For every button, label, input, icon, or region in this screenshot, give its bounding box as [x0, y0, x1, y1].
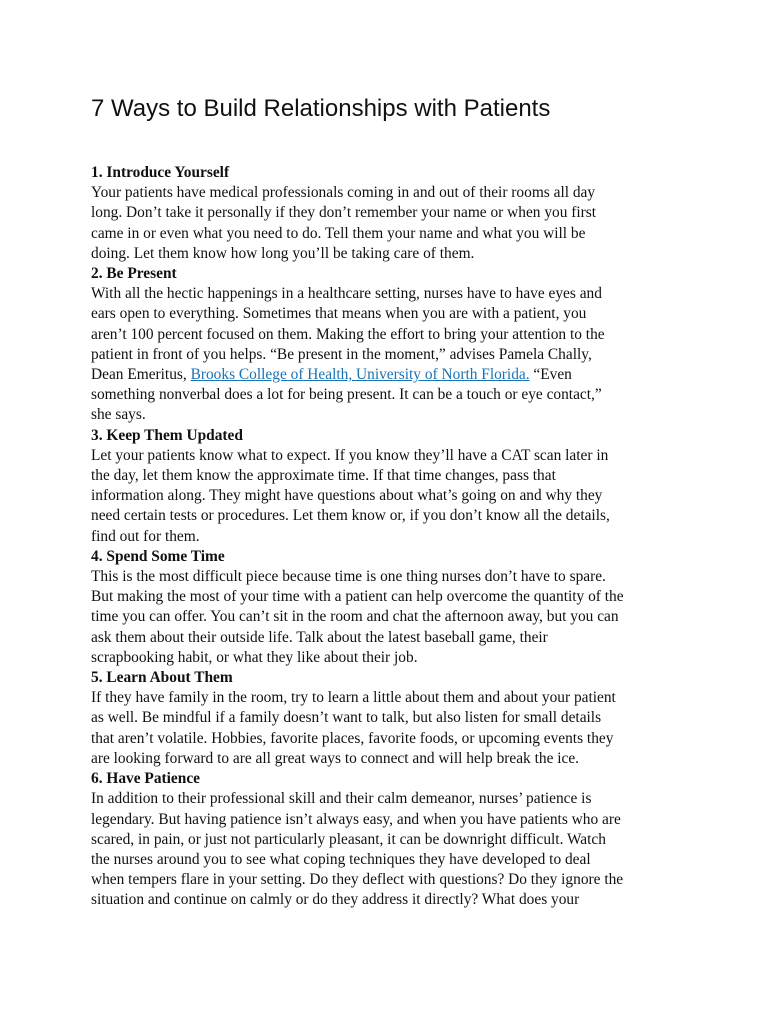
section-learn-about-them — [91, 668, 691, 769]
text-line: when tempers flare in your setting. Do they deflect with questions? Do they ignore the — [91, 871, 624, 889]
text-line: situation and continue on calmly or do they address it directly? What does your — [91, 891, 580, 909]
section-body — [91, 789, 691, 910]
text-line: information along. They might have questions about what’s going on and why they — [91, 487, 603, 505]
text-line: need certain tests or procedures. Let them know or, if you don’t know all the details, — [91, 507, 610, 525]
text-line: are looking forward to are all great ways to connect and will help break the ice. — [91, 749, 580, 767]
article-content — [91, 163, 691, 911]
text-line: This is the most difficult piece because time is one thing nurses don’t have to spare. — [91, 568, 606, 586]
section-heading: 2. Be Present — [91, 265, 177, 283]
page-title: 7 Ways to Build Relationships with Patients — [91, 95, 551, 122]
section-body — [91, 688, 691, 769]
section-body — [91, 284, 691, 425]
text-line: something nonverbal does a lot for being present. It can be a touch or eye contact,” — [91, 386, 602, 404]
section-spend-some-time — [91, 547, 691, 668]
text-line: the nurses around you to see what coping techniques they have developed to deal — [91, 850, 591, 868]
text-line: scrapbooking habit, or what they like about their job. — [91, 648, 418, 666]
text-line-with-link — [91, 365, 691, 385]
text-line: came in or even what you need to do. Tell them your name and what you will be — [91, 224, 586, 242]
text-line: Your patients have medical professionals coming in and out of their rooms all day — [91, 184, 596, 202]
text-line: time you can offer. You can’t sit in the room and chat the afternoon away, but you can — [91, 608, 619, 626]
section-body — [91, 446, 691, 547]
text-line: Let your patients know what to expect. If you know they’ll have a CAT scan later in — [91, 446, 609, 464]
section-body — [91, 183, 691, 264]
section-heading: 3. Keep Them Updated — [91, 426, 243, 444]
text-line: ears open to everything. Sometimes that means when you are with a patient, you — [91, 305, 587, 323]
section-introduce-yourself — [91, 163, 691, 264]
text-line: the day, let them know the approximate time. If that time changes, pass that — [91, 467, 556, 485]
text-line: that aren’t volatile. Hobbies, favorite places, favorite foods, or upcoming events they — [91, 729, 614, 747]
section-body — [91, 567, 691, 668]
text-line: as well. Be mindful if a family doesn’t want to talk, but also listen for small details — [91, 709, 602, 727]
link-line-after: “Even — [529, 366, 572, 384]
text-line: she says. — [91, 406, 146, 424]
text-line: find out for them. — [91, 527, 200, 545]
section-heading: 6. Have Patience — [91, 770, 200, 788]
text-line: legendary. But having patience isn’t always easy, and when you have patients who are — [91, 810, 621, 828]
text-line: ask them about their outside life. Talk about the latest baseball game, their — [91, 628, 548, 646]
text-line: scared, in pain, or just not particularly pleasant, it can be downright difficult. Watch — [91, 830, 606, 848]
section-be-present — [91, 264, 691, 426]
text-line: If they have family in the room, try to learn a little about them and about your patient — [91, 689, 616, 707]
text-line: In addition to their professional skill and their calm demeanor, nurses’ patience is — [91, 790, 592, 808]
section-keep-them-updated — [91, 426, 691, 547]
section-have-patience — [91, 769, 691, 910]
section-heading: 5. Learn About Them — [91, 669, 233, 687]
brooks-college-link[interactable]: Brooks College of Health, University of North Florida. — [190, 366, 530, 384]
text-line: With all the hectic happenings in a healthcare setting, nurses have to have eyes and — [91, 285, 602, 303]
text-line: But making the most of your time with a patient can help overcome the quantity of the — [91, 588, 624, 606]
section-heading: 4. Spend Some Time — [91, 547, 225, 565]
text-line: doing. Let them know how long you’ll be taking care of them. — [91, 244, 475, 262]
text-line: long. Don’t take it personally if they don’t remember your name or when you first — [91, 204, 597, 222]
text-line: aren’t 100 percent focused on them. Making the effort to bring your attention to the — [91, 325, 605, 343]
link-line-before: Dean Emeritus, — [91, 366, 191, 384]
section-heading: 1. Introduce Yourself — [91, 164, 230, 181]
text-line: patient in front of you helps. “Be present in the moment,” advises Pamela Chally, — [91, 345, 592, 363]
